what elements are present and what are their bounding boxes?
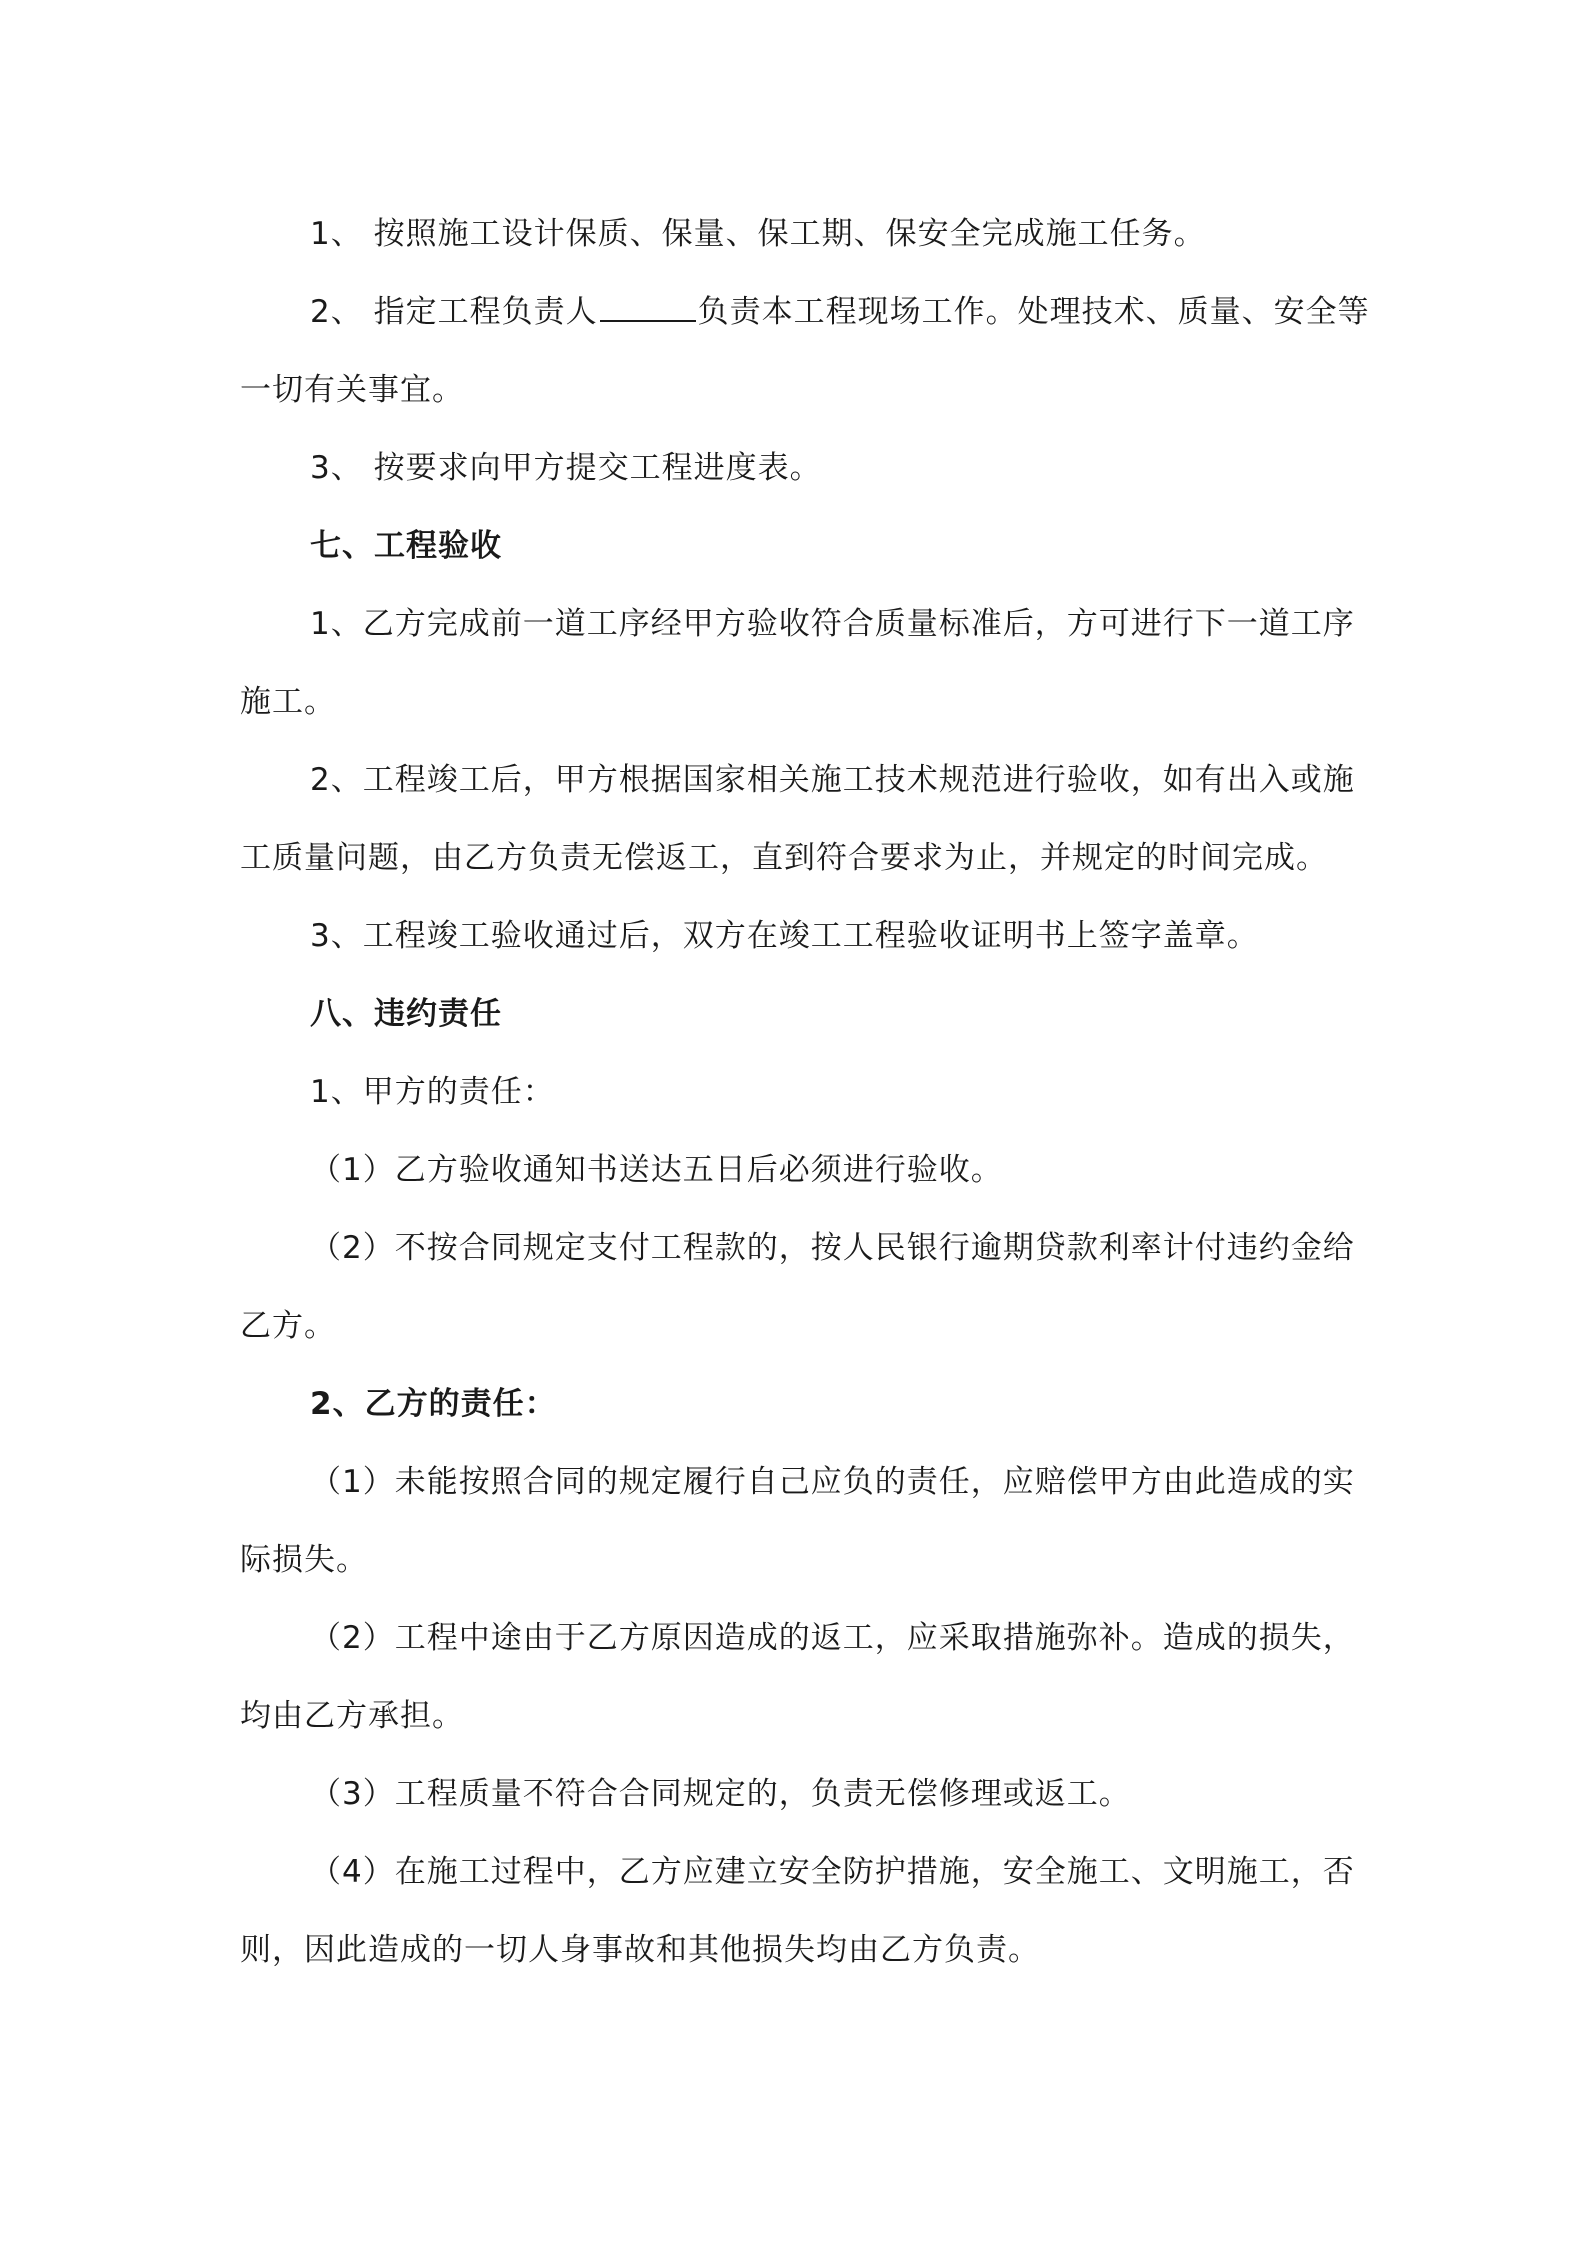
liability-party-a-item-1 — [240, 1131, 1370, 1209]
acceptance-clause-1 — [240, 585, 1370, 741]
clause-text: 3、 按要求向甲方提交工程进度表。 — [310, 450, 822, 486]
liability-party-b-item-2 — [240, 1599, 1370, 1755]
liability-party-a-item-2 — [240, 1209, 1370, 1365]
clause-text: 1、 按照施工设计保质、保量、保工期、保安全完成施工任务。 — [310, 216, 1206, 252]
section-heading-acceptance — [240, 507, 1370, 585]
clause-text: 3、工程竣工验收通过后，双方在竣工工程验收证明书上签字盖章。 — [310, 918, 1259, 954]
clause-text-after-blank: 负责本工程现场工作。处理技术、质量、安全等一切有关事宜。 — [240, 294, 1370, 408]
clause-text: 1、甲方的责任： — [310, 1074, 555, 1110]
clause-text: 2、乙方的责任： — [310, 1386, 557, 1422]
fill-in-blank-line — [600, 289, 696, 322]
clause-text: 1、乙方完成前一道工序经甲方验收符合质量标准后，方可进行下一道工序施工。 — [240, 606, 1355, 720]
clause-text: （4）在施工过程中，乙方应建立安全防护措施，安全施工、文明施工，否则，因此造成的一切人身事故和其他损失均由乙方负责。 — [240, 1854, 1355, 1968]
clause-text: （1）乙方验收通知书送达五日后必须进行验收。 — [310, 1152, 1003, 1188]
clause-text-before-blank: 2、 指定工程负责人 — [310, 294, 598, 330]
clause-text: （1）未能按照合同的规定履行自己应负的责任，应赔偿甲方由此造成的实际损失。 — [240, 1464, 1355, 1578]
clause-text: 2、工程竣工后，甲方根据国家相关施工技术规范进行验收，如有出入或施工质量问题，由乙方负责无偿返工，直到符合要求为止，并规定的时间完成。 — [240, 762, 1355, 876]
acceptance-clause-2 — [240, 741, 1370, 897]
liability-party-b-item-3 — [240, 1755, 1370, 1833]
document-body — [240, 195, 1370, 1989]
clause-text: （2）工程中途由于乙方原因造成的返工，应采取措施弥补。造成的损失，均由乙方承担。 — [240, 1620, 1355, 1734]
clause-text: （2）不按合同规定支付工程款的，按人民银行逾期贷款利率计付违约金给乙方。 — [240, 1230, 1355, 1344]
liability-party-b-title — [240, 1365, 1370, 1443]
acceptance-clause-3 — [240, 897, 1370, 975]
heading-text: 八、违约责任 — [310, 996, 502, 1032]
clause-yi-2 — [240, 273, 1370, 429]
liability-party-a-title — [240, 1053, 1370, 1131]
clause-yi-1 — [240, 195, 1370, 273]
clause-text: （3）工程质量不符合合同规定的，负责无偿修理或返工。 — [310, 1776, 1131, 1812]
heading-text: 七、工程验收 — [310, 528, 502, 564]
clause-yi-3 — [240, 429, 1370, 507]
liability-party-b-item-1 — [240, 1443, 1370, 1599]
liability-party-b-item-4 — [240, 1833, 1370, 1989]
section-heading-liability — [240, 975, 1370, 1053]
